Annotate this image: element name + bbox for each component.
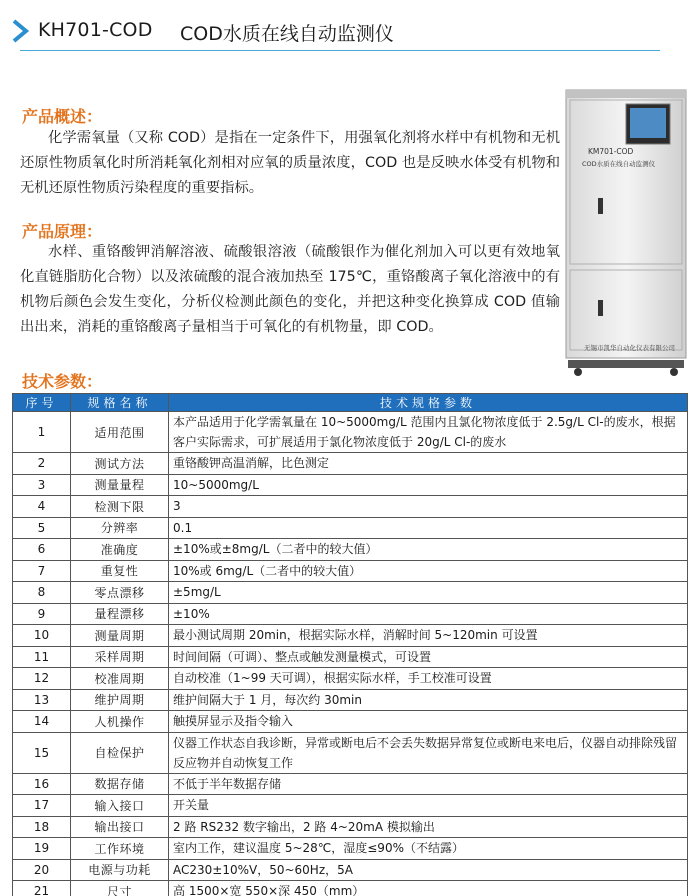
row-index: 13 xyxy=(13,689,71,711)
table-row xyxy=(13,582,688,604)
table-row xyxy=(13,773,688,795)
table-row xyxy=(13,517,688,539)
row-name: 测试方法 xyxy=(71,453,169,475)
row-name: 检测下限 xyxy=(71,496,169,518)
table-row xyxy=(13,603,688,625)
table-row xyxy=(13,689,688,711)
header-index: 序号 xyxy=(13,394,71,412)
row-name: 人机操作 xyxy=(71,711,169,733)
overview-text: 化学需氧量（又称 COD）是指在一定条件下，用强氧化剂将水样中有机物和无机还原性物质氧化时所消耗氧化剂相对应氧的质量浓度，COD 也是反映水体受有机物和无机还原性物质污染程度的重要指标。 xyxy=(20,130,560,196)
analyzer-cabinet-illustration xyxy=(560,88,690,378)
row-index: 17 xyxy=(13,795,71,817)
row-index: 7 xyxy=(13,560,71,582)
row-name: 准确度 xyxy=(71,539,169,561)
row-value: ±10%或±8mg/L（二者中的较大值） xyxy=(169,539,688,561)
row-index: 10 xyxy=(13,625,71,647)
device-label-model: KM701-COD xyxy=(588,147,634,156)
chevron-right-icon xyxy=(8,18,34,44)
row-name: 零点漂移 xyxy=(71,582,169,604)
table-row xyxy=(13,625,688,647)
row-value: 不低于半年数据存储 xyxy=(169,773,688,795)
row-name: 重复性 xyxy=(71,560,169,582)
device-image xyxy=(560,88,690,378)
product-title: COD水质在线自动监测仪 xyxy=(180,23,394,45)
row-value: 0.1 xyxy=(169,517,688,539)
row-name: 输出接口 xyxy=(71,816,169,838)
row-name: 输入接口 xyxy=(71,795,169,817)
row-value: 室内工作，建议温度 5~28℃，湿度≤90%（不结露） xyxy=(169,838,688,860)
row-value: 触摸屏显示及指令输入 xyxy=(169,711,688,733)
table-row xyxy=(13,795,688,817)
table-row xyxy=(13,496,688,518)
row-name: 电源与功耗 xyxy=(71,859,169,881)
row-value: 维护间隔大于 1 月，每次约 30min xyxy=(169,689,688,711)
overview-title: 产品概述： xyxy=(22,107,103,126)
model-number: KH701-COD xyxy=(38,19,153,41)
row-index: 9 xyxy=(13,603,71,625)
row-value: 3 xyxy=(169,496,688,518)
row-value: 时间间隔（可调）、整点或触发测量模式，可设置 xyxy=(169,646,688,668)
header-value: 技术规格参数 xyxy=(169,394,688,412)
device-label-company: 无锡市凯华自动化仪表有限公司 xyxy=(584,344,675,352)
row-name: 数据存储 xyxy=(71,773,169,795)
spec-table xyxy=(12,393,688,896)
table-row xyxy=(13,560,688,582)
row-name: 校准周期 xyxy=(71,668,169,690)
principle-title: 产品原理： xyxy=(22,222,103,241)
row-name: 自检保护 xyxy=(71,732,169,773)
row-index: 19 xyxy=(13,838,71,860)
row-name: 维护周期 xyxy=(71,689,169,711)
row-index: 16 xyxy=(13,773,71,795)
table-row xyxy=(13,816,688,838)
table-row xyxy=(13,412,688,453)
row-index: 1 xyxy=(13,412,71,453)
table-row xyxy=(13,453,688,475)
row-index: 20 xyxy=(13,859,71,881)
row-index: 6 xyxy=(13,539,71,561)
row-value: 本产品适用于化学需氧量在 10~5000mg/L 范围内且氯化物浓度低于 2.5g/L Cl-的废水，根据客户实际需求，可扩展适用于氯化物浓度低于 20g/L Cl-的废水 xyxy=(169,412,688,453)
table-row xyxy=(13,881,688,896)
header-name: 规格名称 xyxy=(71,394,169,412)
row-value: AC230±10%V，50~60Hz，5A xyxy=(169,859,688,881)
row-value: ±10% xyxy=(169,603,688,625)
row-value: 重铬酸钾高温消解，比色测定 xyxy=(169,453,688,475)
table-row xyxy=(13,668,688,690)
row-name: 采样周期 xyxy=(71,646,169,668)
row-value: 高 1500×宽 550×深 450（mm） xyxy=(169,881,688,896)
table-row xyxy=(13,474,688,496)
row-value: 10%或 6mg/L（二者中的较大值） xyxy=(169,560,688,582)
table-row xyxy=(13,711,688,733)
row-index: 12 xyxy=(13,668,71,690)
table-row xyxy=(13,732,688,773)
row-value: 仪器工作状态自我诊断，异常或断电后不会丢失数据异常复位或断电来电后，仪器自动排除残留反应物并自动恢复工作 xyxy=(169,732,688,773)
row-index: 15 xyxy=(13,732,71,773)
row-value: 10~5000mg/L xyxy=(169,474,688,496)
spec-header-row xyxy=(13,394,688,412)
row-index: 18 xyxy=(13,816,71,838)
row-name: 测量周期 xyxy=(71,625,169,647)
row-index: 11 xyxy=(13,646,71,668)
row-value: ±5mg/L xyxy=(169,582,688,604)
row-index: 5 xyxy=(13,517,71,539)
row-index: 4 xyxy=(13,496,71,518)
row-index: 2 xyxy=(13,453,71,475)
table-row xyxy=(13,838,688,860)
table-row xyxy=(13,539,688,561)
header-divider xyxy=(20,50,660,51)
row-value: 2 路 RS232 数字输出，2 路 4~20mA 模拟输出 xyxy=(169,816,688,838)
row-name: 量程漂移 xyxy=(71,603,169,625)
row-value: 开关量 xyxy=(169,795,688,817)
principle-text: 水样、重铬酸钾消解溶液、硫酸银溶液（硫酸银作为催化剂加入可以更有效地氧化直链脂肪化合物）以及浓硫酸的混合液加热至 175℃，重铬酸离子氧化溶液中的有机物后颜色会发生变化，分析仪检测此颜色的变化，并把这种变化换算成 COD 值输出出来，消耗的重铬酸离子量相当于可氧化的有机物量，即 COD。 xyxy=(20,244,560,335)
row-name: 工作环境 xyxy=(71,838,169,860)
row-name: 尺寸 xyxy=(71,881,169,896)
row-index: 3 xyxy=(13,474,71,496)
row-name: 分辨率 xyxy=(71,517,169,539)
row-name: 适用范围 xyxy=(71,412,169,453)
table-row xyxy=(13,859,688,881)
row-value: 最小测试周期 20min，根据实际水样，消解时间 5~120min 可设置 xyxy=(169,625,688,647)
row-index: 21 xyxy=(13,881,71,896)
table-row xyxy=(13,646,688,668)
row-value: 自动校准（1~99 天可调），根据实际水样，手工校准可设置 xyxy=(169,668,688,690)
page-header xyxy=(0,0,700,62)
row-name: 测量量程 xyxy=(71,474,169,496)
row-index: 14 xyxy=(13,711,71,733)
device-label-name: COD水质在线自动监测仪 xyxy=(582,160,656,168)
specs-title: 技术参数： xyxy=(22,372,103,391)
row-index: 8 xyxy=(13,582,71,604)
